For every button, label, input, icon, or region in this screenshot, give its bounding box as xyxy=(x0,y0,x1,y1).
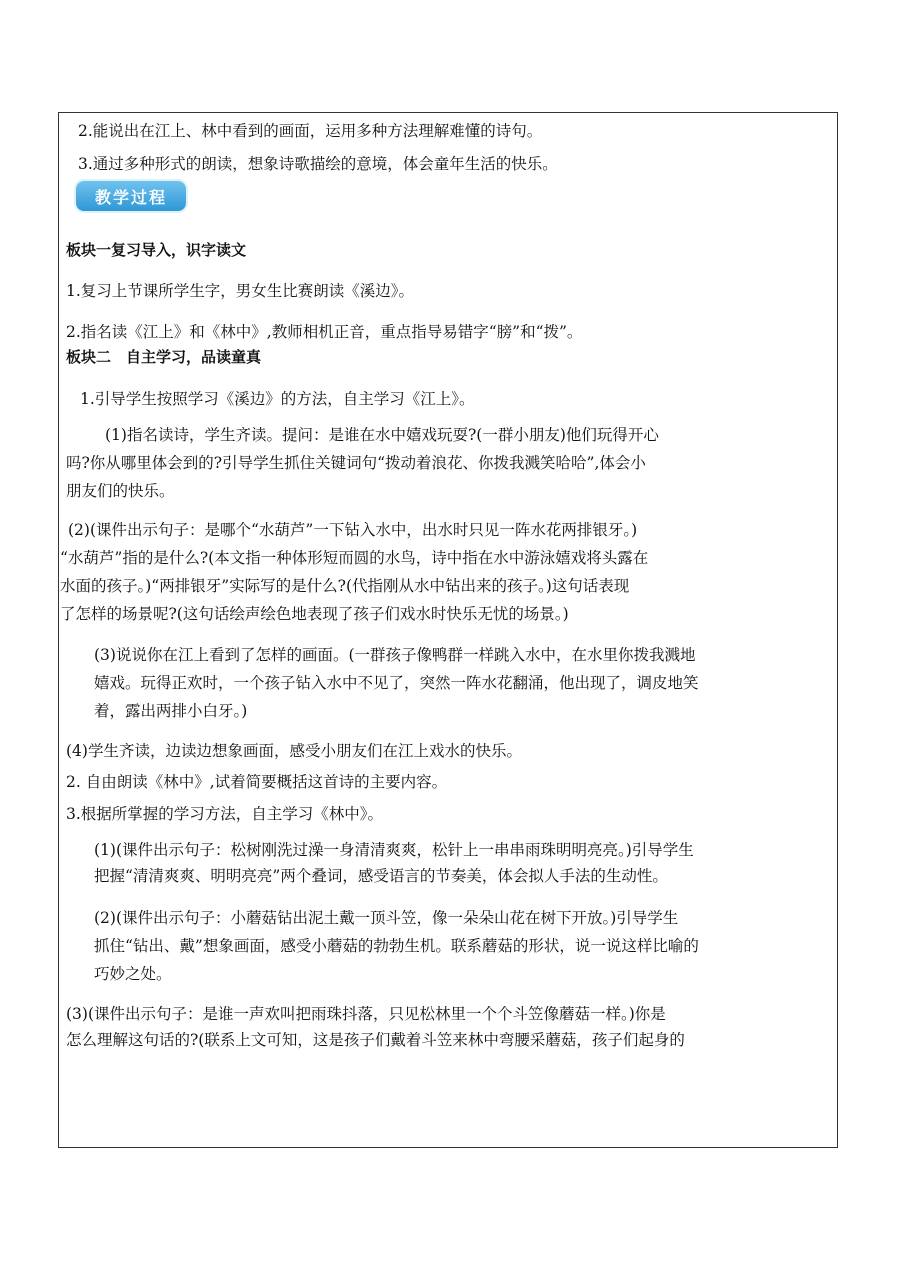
block2-heading: 板块二 自主学习，品读童真 xyxy=(66,348,262,366)
objective-3: 3.通过多种形式的朗读，想象诗歌描绘的意境，体会童年生活的快乐。 xyxy=(78,155,558,173)
paragraph-line: 朋友们的快乐。 xyxy=(66,482,175,500)
paragraph-line: (2)(课件出示句子：是哪个“水葫芦”一下钻入水中，出水时只见一阵水花两排银牙。) xyxy=(68,521,638,539)
paragraph-line: (3)(课件出示句子：是谁一声欢叫把雨珠抖落，只见松林里一个个斗笠像蘑菇一样。)你是 xyxy=(66,1005,666,1023)
paragraph-line: 了怎样的场景呢?(这句话绘声绘色地表现了孩子们戏水时快乐无忧的场景。) xyxy=(60,605,569,623)
paragraph-line: (3)说说你在江上看到了怎样的画面。(一群孩子像鸭群一样跳入水中，在水里你拨我溅地 xyxy=(94,646,696,664)
paragraph-line: (2)(课件出示句子：小蘑菇钻出泥土戴一顶斗笠，像一朵朵山花在树下开放。)引导学生 xyxy=(94,909,679,927)
objective-2: 2.能说出在江上、林中看到的画面，运用多种方法理解难懂的诗句。 xyxy=(78,122,543,140)
paragraph-line: 嬉戏。玩得正欢时，一个孩子钻入水中不见了，突然一阵水花翻涌，他出现了，调皮地笑 xyxy=(94,674,699,692)
paragraph-line: 着，露出两排小白牙。) xyxy=(94,702,248,720)
paragraph-line: (1)指名读诗，学生齐读。提问：是谁在水中嬉戏玩耍?(一群小朋友)他们玩得开心 xyxy=(105,426,659,444)
paragraph-line: (4)学生齐读，边读边想象画面，感受小朋友们在江上戏水的快乐。 xyxy=(66,742,522,760)
teaching-process-badge: 教学过程 xyxy=(76,181,186,211)
paragraph-line: 吗?你从哪里体会到的?引导学生抓住关键词句“拨动着浪花、你拨我溅笑哈哈”,体会小 xyxy=(66,454,646,472)
paragraph-line: “水葫芦”指的是什么?(本文指一种体形短而圆的水鸟，诗中指在水中游泳嬉戏将头露在 xyxy=(60,549,649,567)
block1-item-2: 2.指名读《江上》和《林中》,教师相机正音，重点指导易错字“膀”和“拨”。 xyxy=(66,323,583,341)
paragraph-line: 把握“清清爽爽、明明亮亮”两个叠词，感受语言的节奏美，体会拟人手法的生动性。 xyxy=(94,867,668,885)
block1-item-1: 1.复习上节课所学生字，男女生比赛朗读《溪边》。 xyxy=(66,282,415,300)
block2-step1: 1.引导学生按照学习《溪边》的方法，自主学习《江上》。 xyxy=(80,390,475,408)
paragraph-line: 巧妙之处。 xyxy=(94,965,172,983)
lesson-plan-frame xyxy=(58,112,838,1148)
block2-step2: 2. 自由朗读《林中》,试着简要概括这首诗的主要内容。 xyxy=(66,773,448,791)
block1-heading: 板块一复习导入，识字读文 xyxy=(66,241,247,259)
paragraph-line: (1)(课件出示句子：松树刚洗过澡一身清清爽爽，松针上一串串雨珠明明亮亮。)引导学生 xyxy=(94,841,694,859)
paragraph-line: 水面的孩子。)“两排银牙”实际写的是什么?(代指刚从水中钻出来的孩子。)这句话表现 xyxy=(60,577,630,595)
paragraph-line: 怎么理解这句话的?(联系上文可知，这是孩子们戴着斗笠来林中弯腰采蘑菇，孩子们起身的 xyxy=(66,1031,685,1049)
block2-step3: 3.根据所掌握的学习方法，自主学习《林中》。 xyxy=(66,805,384,823)
paragraph-line: 抓住“钻出、戴”想象画面，感受小蘑菇的勃勃生机。联系蘑菇的形状，说一说这样比喻的 xyxy=(94,937,699,955)
